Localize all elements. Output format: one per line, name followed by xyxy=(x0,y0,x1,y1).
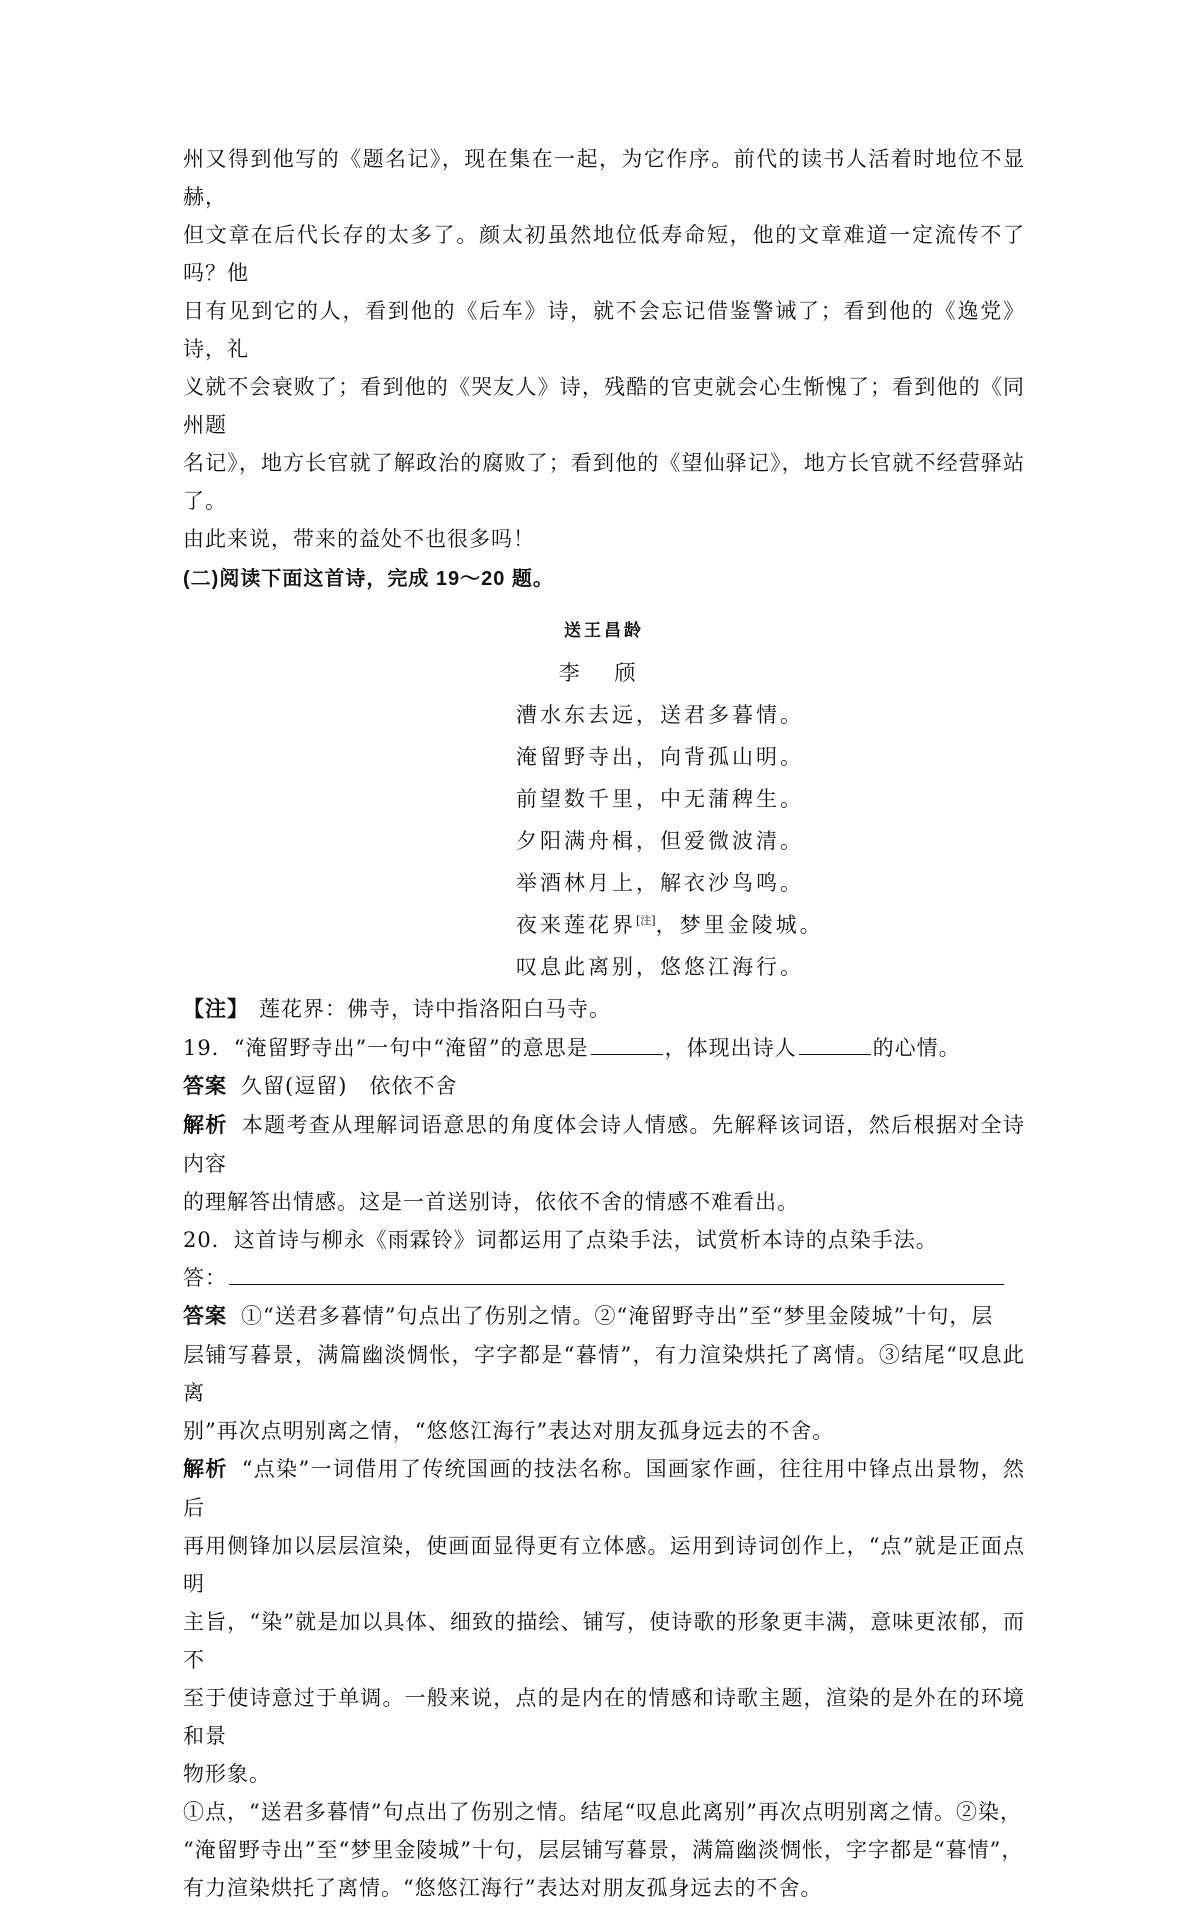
answer-prefix: 答： xyxy=(183,1266,227,1290)
intro-line: 日有见到它的人，看到他的《后车》诗，就不会忘记借鉴警诫了；看到他的《逸党》诗，礼 xyxy=(183,299,1025,361)
question-19 xyxy=(183,1029,1025,1067)
note-reference: [注] xyxy=(636,914,656,927)
poem-line-part: ，梦里金陵城。 xyxy=(655,913,824,937)
poem-line-part: 夜来莲花界 xyxy=(516,913,636,937)
poem-line: 夕阳满舟楫，但爱微波清。 xyxy=(516,829,804,853)
explanation-line: 的理解答出情感。这是一首送别诗，依依不舍的情感不难看出。 xyxy=(183,1190,799,1214)
poem-line: 淹留野寺出，向背孤山明。 xyxy=(516,745,804,769)
question-text: ，体现出诗人 xyxy=(664,1036,797,1060)
note-text: 莲花界：佛寺，诗中指洛阳白马寺。 xyxy=(259,997,611,1021)
intro-line: 州又得到他写的《题名记》，现在集在一起，为它作序。前代的读书人活着时地位不显赫， xyxy=(183,147,1025,209)
explanation-line: 有力渲染烘托了离情。“悠悠江海行”表达对朋友孤身远去的不舍。 xyxy=(183,1876,823,1900)
explanation-line xyxy=(183,1450,1025,1527)
explanation-line: 至于使诗意过于单调。一般来说，点的是内在的情感和诗歌主题，渲染的是外在的环境和景 xyxy=(183,1686,1025,1748)
explanation-text: 本题考查从理解词语意思的角度体会诗人情感。先解释该词语，然后根据对全诗内容 xyxy=(183,1113,1026,1176)
poem-line: 叹息此离别，悠悠江海行。 xyxy=(516,955,804,979)
intro-paragraph xyxy=(183,140,1025,558)
explanation-label: 解析 xyxy=(183,1114,228,1137)
explanation-line: ①点，“送君多暮情”句点出了伤别之情。结尾“叹息此离别”再次点明别离之情。②染， xyxy=(183,1800,1022,1824)
poem-line: 举酒林月上，解衣沙鸟鸣。 xyxy=(516,871,804,895)
explanation-line: 主旨，“染”就是加以具体、细致的描绘、铺写，使诗歌的形象更丰满，意味更浓郁，而不 xyxy=(183,1610,1025,1672)
poem-title: 送王昌龄 xyxy=(564,621,644,640)
answer-line: 层铺写暮景，满篇幽淡惆怅，字字都是“暮情”，有力渲染烘托了离情。③结尾“叹息此离 xyxy=(183,1343,1025,1405)
question-text: 19．“淹留野寺出”一句中“淹留”的意思是 xyxy=(183,1036,589,1060)
explanation-20 xyxy=(183,1450,1025,1907)
poem-line: 前望数千里，中无蒲稗生。 xyxy=(516,787,804,811)
answer-label: 答案 xyxy=(183,1075,227,1098)
intro-line: 名记》，地方长官就了解政治的腐败了；看到他的《望仙驿记》，地方长官就不经营驿站了。 xyxy=(183,451,1025,513)
poem-note xyxy=(183,990,1025,1029)
question-20: 20．这首诗与柳永《雨霖铃》词都运用了点染手法，试赏析本诗的点染手法。 xyxy=(183,1228,938,1252)
explanation-line xyxy=(183,1106,1025,1183)
answer-text: 久留(逗留) 依依不舍 xyxy=(241,1074,458,1098)
answer-20 xyxy=(183,1297,1025,1450)
poem-line-with-note xyxy=(516,904,1025,946)
answer-line xyxy=(183,1297,1025,1336)
intro-line: 义就不会衰败了；看到他的《哭友人》诗，残酷的官吏就会心生惭愧了；看到他的《同州题 xyxy=(183,375,1025,437)
poem-body xyxy=(183,694,1025,988)
answer-19 xyxy=(183,1067,1025,1106)
intro-line: 但文章在后代长存的太多了。颜太初虽然地位低寿命短，他的文章难道一定流传不了吗？他 xyxy=(183,223,1025,285)
explanation-line: 物形象。 xyxy=(183,1762,271,1786)
answer-line-row xyxy=(183,1259,1025,1297)
answer-text: ①“送君多暮情”句点出了伤别之情。②“淹留野寺出”至“梦里金陵城”十句，层 xyxy=(241,1304,994,1328)
answer-label: 答案 xyxy=(183,1305,227,1328)
poem-line: 漕水东去远，送君多暮情。 xyxy=(516,703,804,727)
explanation-line: “淹留野寺出”至“梦里金陵城”十句，层层铺写暮景，满篇幽淡惆怅，字字都是“暮情”， xyxy=(183,1838,1024,1862)
note-tag: 【注】 xyxy=(183,998,249,1021)
document-content xyxy=(183,140,1025,1907)
answer-line-input[interactable] xyxy=(229,1262,1004,1285)
answer-blank[interactable] xyxy=(799,1032,871,1055)
poem-author: 李 颀 xyxy=(558,661,650,685)
answer-blank[interactable] xyxy=(591,1032,663,1055)
section-heading: (二)阅读下面这首诗，完成 19～20 题。 xyxy=(183,568,554,590)
explanation-19 xyxy=(183,1106,1025,1221)
question-text: 的心情。 xyxy=(872,1036,961,1060)
explanation-text: “点染”一词借用了传统国画的技法名称。国画家作画，往往用中锋点出景物，然后 xyxy=(183,1457,1026,1520)
explanation-label: 解析 xyxy=(183,1458,228,1481)
intro-line: 由此来说，带来的益处不也很多吗！ xyxy=(183,527,535,551)
explanation-line: 再用侧锋加以层层渲染，使画面显得更有立体感。运用到诗词创作上，“点”就是正面点明 xyxy=(183,1534,1025,1596)
answer-line: 别”再次点明别离之情，“悠悠江海行”表达对朋友孤身远去的不舍。 xyxy=(183,1419,835,1443)
